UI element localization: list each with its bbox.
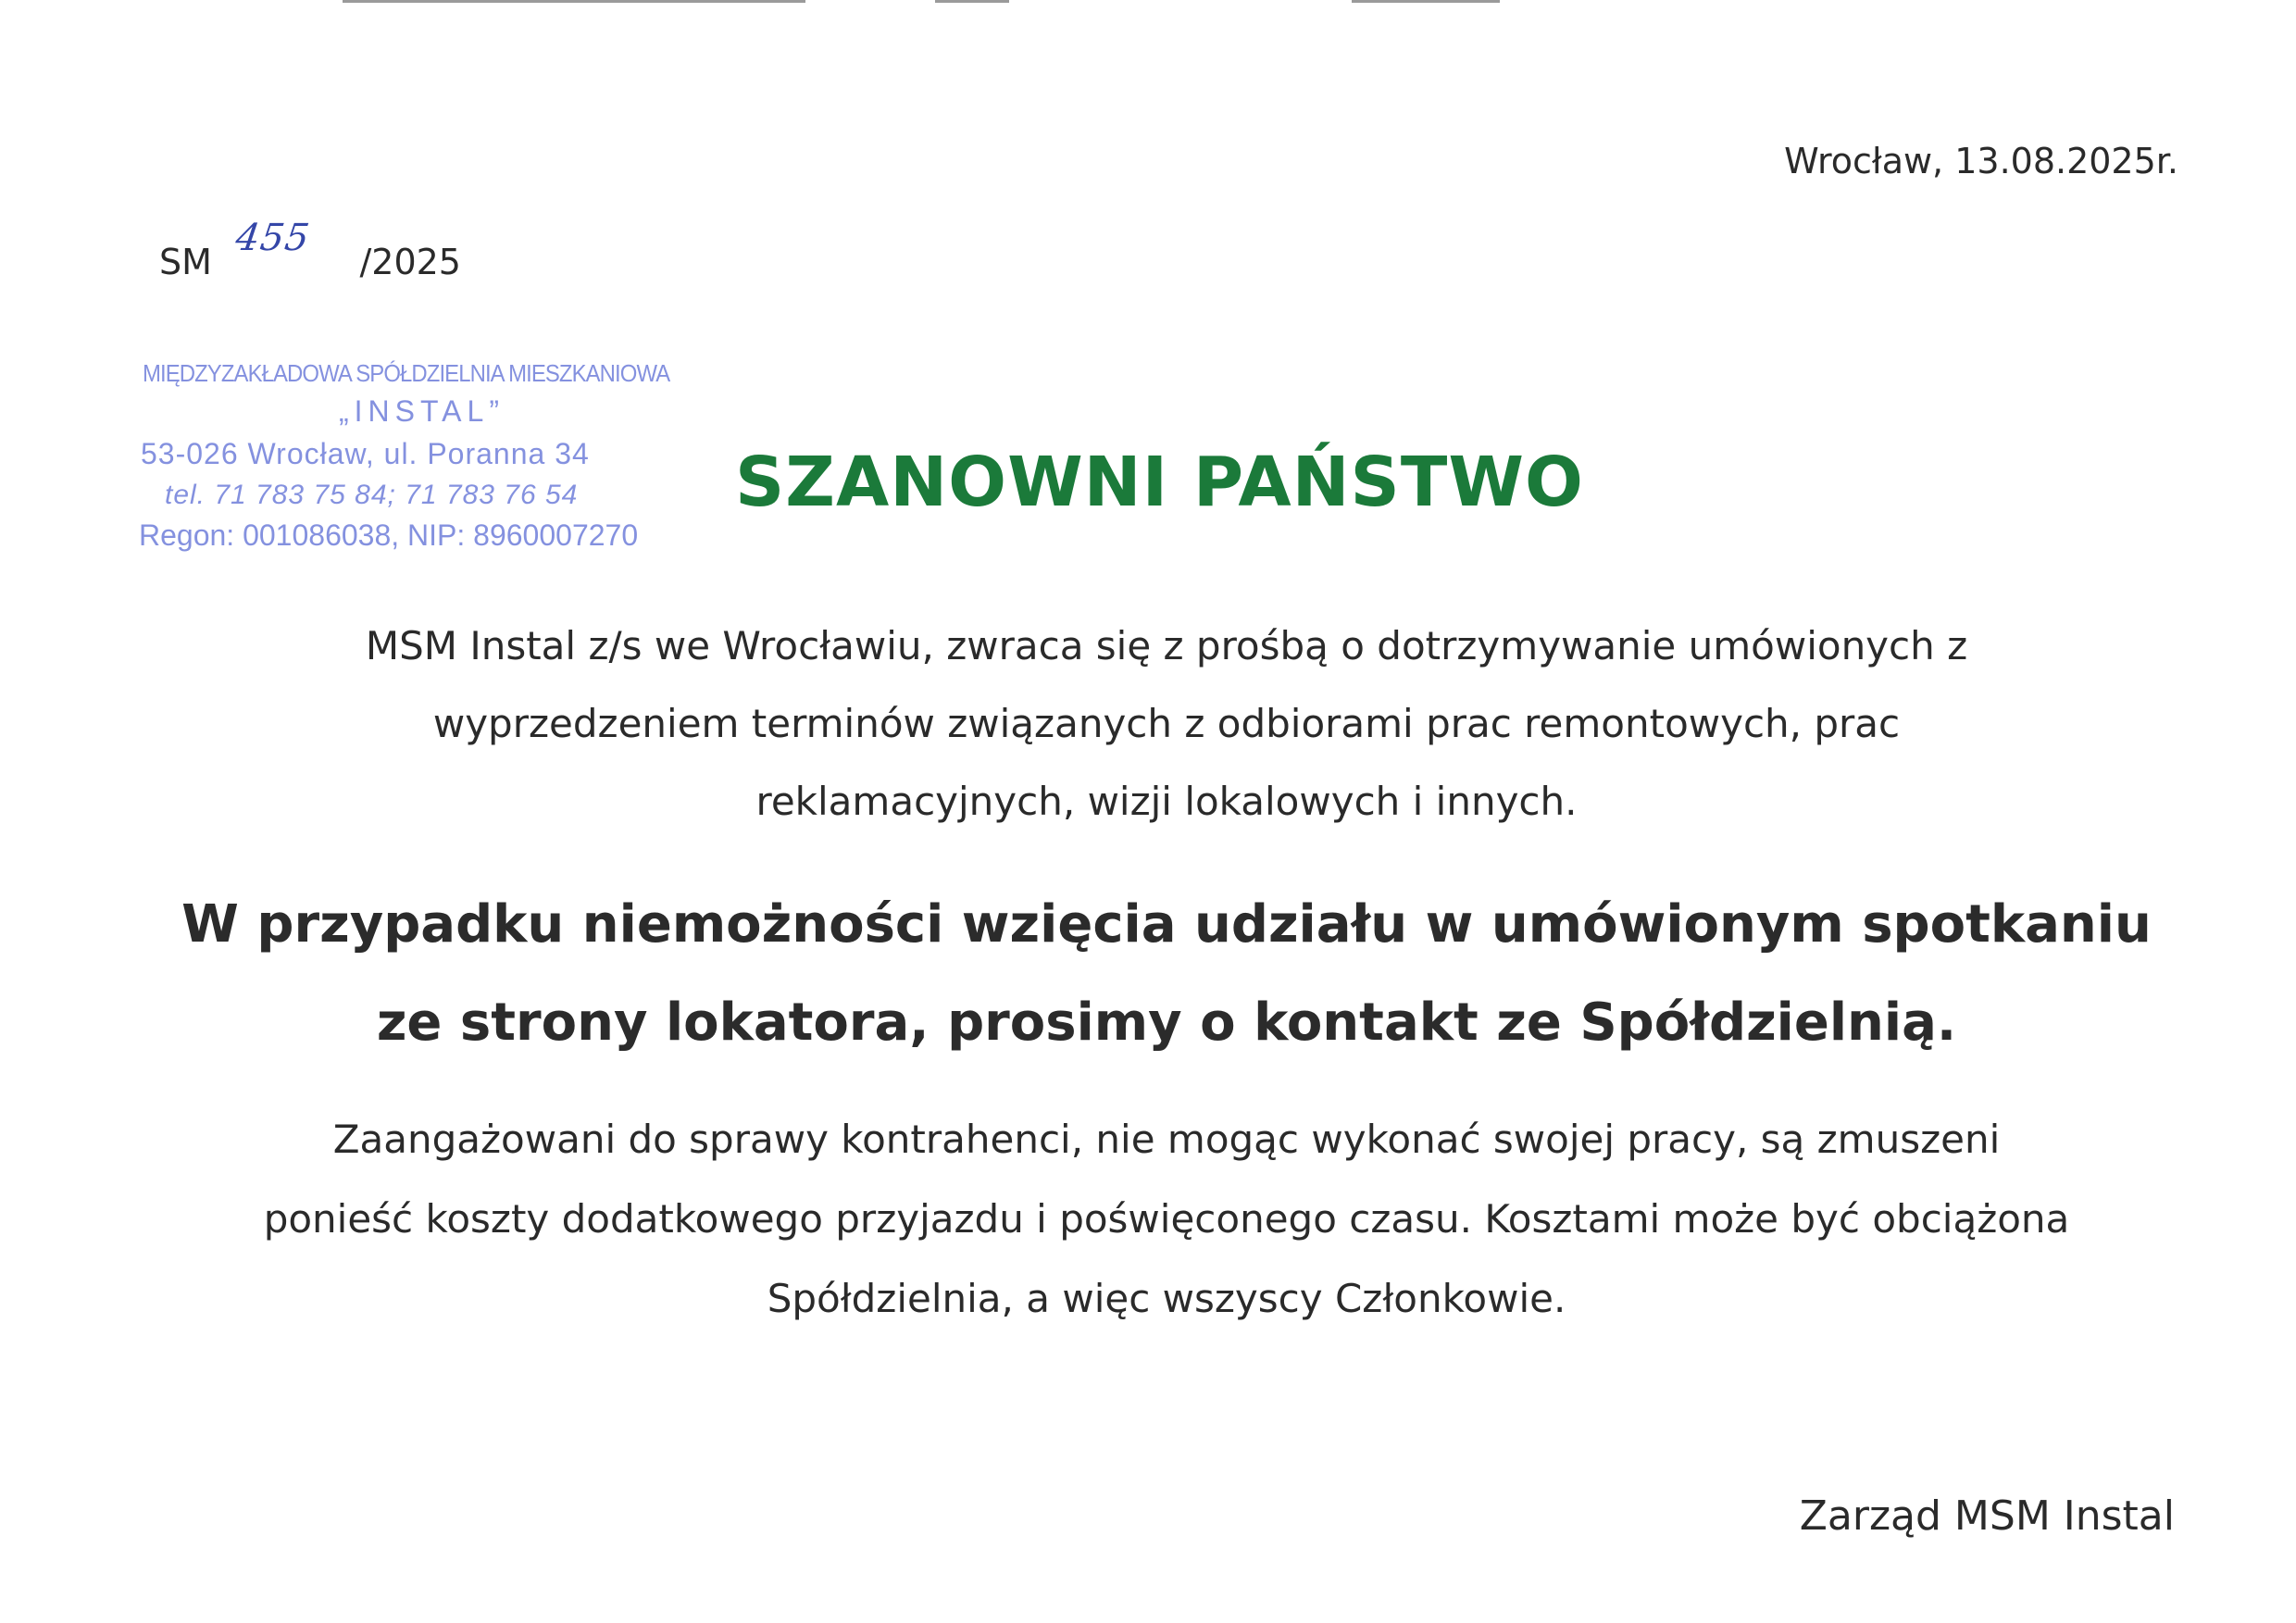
costs-paragraph [130, 1100, 2203, 1339]
place-date: Wrocław, 13.08.2025r. [1784, 141, 2178, 181]
emphasis-paragraph [130, 876, 2203, 1072]
stamp-organization: MIĘDZYZAKŁADOWA SPÓŁDZIELNIA MIESZKANIOWA [143, 359, 670, 387]
reference-suffix: /2025 [359, 242, 461, 282]
reference-number [159, 217, 461, 283]
scan-edge-mark [343, 0, 805, 3]
paragraph-line: Spółdzielnia, a więc wszyscy Członkowie. [767, 1276, 1566, 1321]
stamp-name: „INSTAL” [339, 394, 505, 428]
request-paragraph [130, 607, 2203, 841]
reference-prefix: SM [159, 242, 212, 282]
signature: Zarząd MSM Instal [1799, 1492, 2175, 1540]
scan-edge-mark [1352, 0, 1500, 3]
reference-handwritten-number: 455 [232, 217, 313, 259]
paragraph-line: wyprzedzeniem terminów związanych z odbiorami prac remontowych, prac [432, 701, 1901, 746]
paragraph-line: MSM Instal z/s we Wrocławiu, zwraca się z prośbą o dotrzymywanie umówionych z [365, 623, 1968, 668]
paragraph-line: ponieść koszty dodatkowego przyjazdu i poświęconego czasu. Kosztami może być obciążona [263, 1196, 2070, 1242]
emphasis-line: W przypadku niemożności wzięcia udziału w umówionym spotkaniu [181, 894, 2152, 955]
scan-edge-mark [935, 0, 1009, 3]
stamp-address: 53-026 Wrocław, ul. Poranna 34 [141, 437, 590, 470]
emphasis-line: ze strony lokatora, prosimy o kontakt ze Spółdzielnią. [376, 993, 1957, 1053]
paragraph-line: reklamacyjnych, wizji lokalowych i innych. [755, 779, 1578, 824]
paragraph-line: Zaangażowani do sprawy kontrahenci, nie mogąc wykonać swojej pracy, są zmuszeni [332, 1117, 2001, 1162]
greeting-heading: SZANOWNI PAŃSTWO [735, 443, 1584, 522]
stamp-phones: tel. 71 783 75 84; 71 783 76 54 [165, 480, 579, 510]
stamp-registry: Regon: 001086038, NIP: 8960007270 [139, 518, 639, 552]
